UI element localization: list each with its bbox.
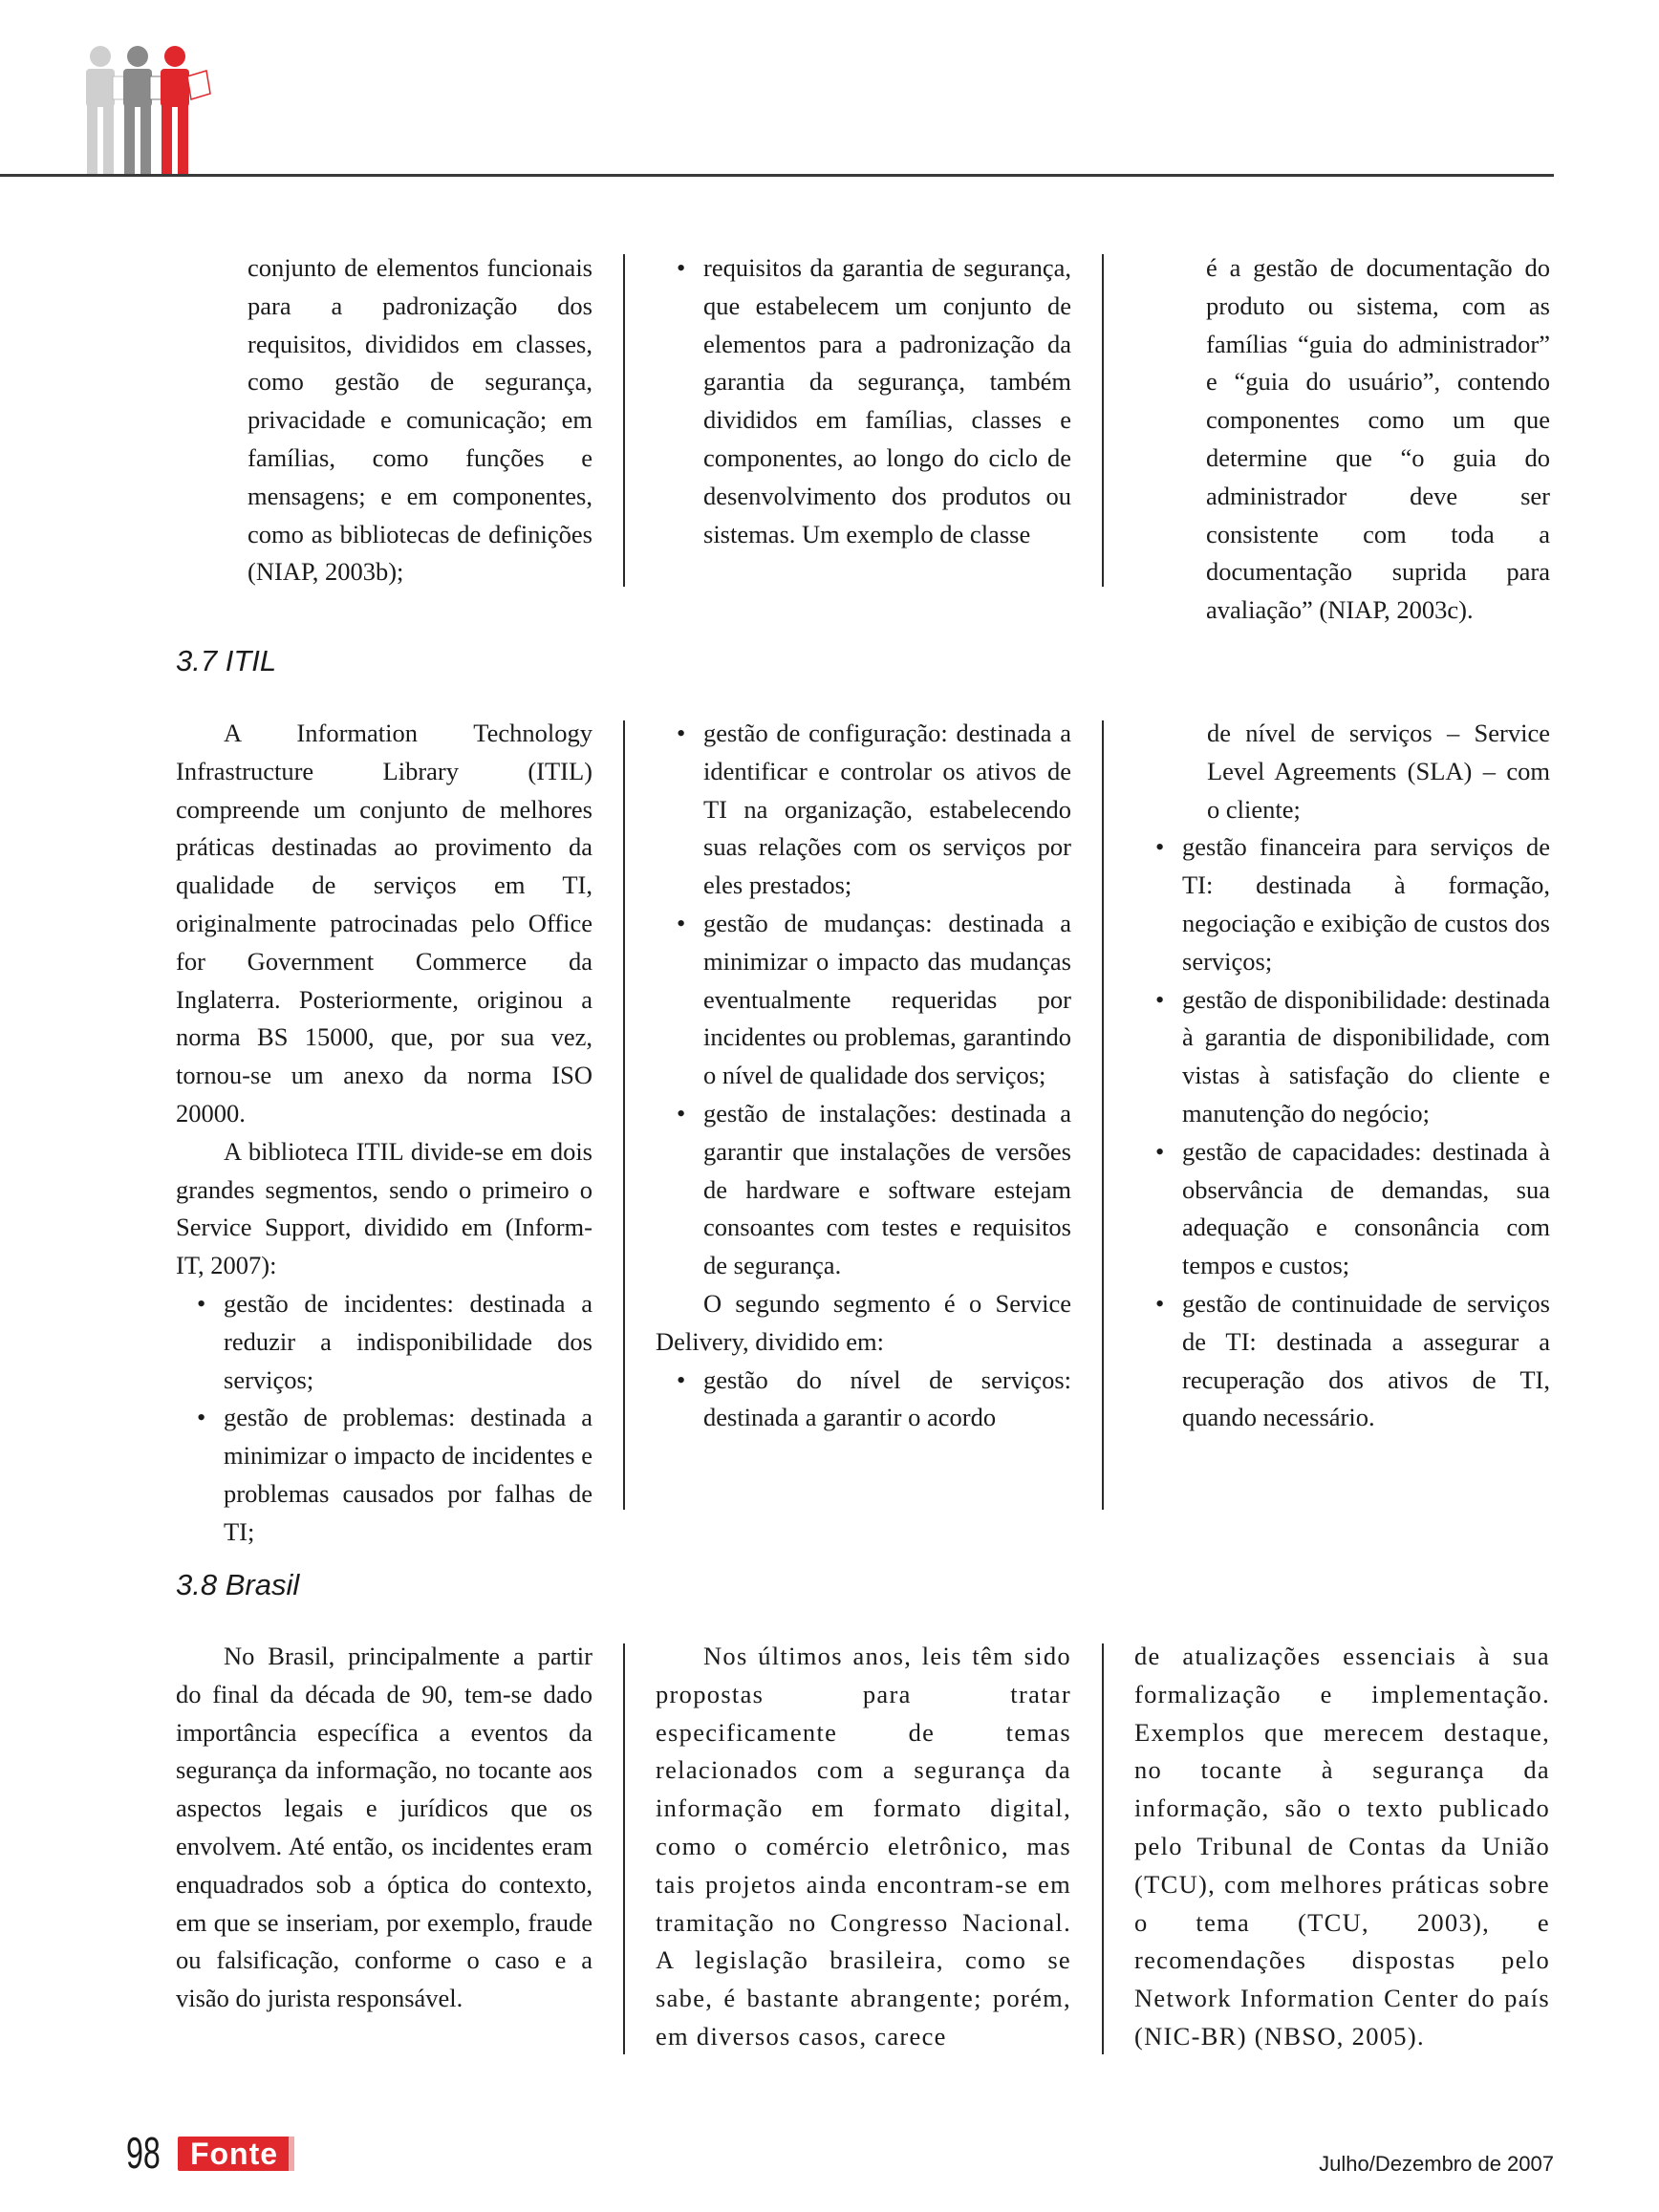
column-divider: [623, 1643, 625, 2054]
bullet-list: [656, 715, 1071, 1285]
list-item: • gestão de mudanças: destinada a minimizar o impacto das mudanças eventualmente requeridas por incidentes ou problemas, garantindo o nível de qualidade dos serviços;: [656, 905, 1071, 1095]
bullet-list: [176, 1285, 592, 1552]
section-heading-brasil: 3.8 Brasil: [176, 1568, 300, 1601]
top-column-1: [248, 249, 592, 591]
paragraph: Nos últimos anos, leis têm sido propostas para tratar especificamente de temas relacionados com a segurança da informação em formato digital, como o comércio eletrônico, mas tais projetos ainda encontram-se em tramitação no Congresso Nacional. A legislação brasileira, como se sabe, é bastante abrangente; porém, em diversos casos, carece: [656, 1642, 1071, 2051]
itil-column-3: [1134, 715, 1550, 1437]
column-divider: [1102, 254, 1104, 587]
itil-column-1: [176, 715, 592, 1552]
list-item: • gestão de configuração: destinada a identificar e controlar os ativos de TI na organização, estabelecendo suas relações com os serviços por eles prestados;: [656, 715, 1071, 905]
list-item: • gestão de incidentes: destinada a reduzir a indisponibilidade dos serviços;: [176, 1285, 592, 1399]
column-divider: [623, 254, 625, 587]
column-divider: [1102, 720, 1104, 1510]
list-item: • gestão de problemas: destinada a minimizar o impacto de incidentes e problemas causados por falhas de TI;: [176, 1399, 592, 1551]
list-item: • gestão de instalações: destinada a garantir que instalações de versões de hardware e software estejam consoantes com testes e requisitos de segurança.: [656, 1095, 1071, 1285]
list-item: • gestão do nível de serviços: destinada a garantir o acordo: [656, 1362, 1071, 1438]
brasil-column-1: [176, 1638, 592, 2018]
brand-logo-edge: [289, 2137, 294, 2171]
itil-column-2: [656, 715, 1071, 1437]
page-number: 98: [126, 2128, 161, 2178]
top-column-2: [656, 249, 1071, 553]
list-item: • gestão de disponibilidade: destinada à garantia de disponibilidade, com vistas à satisfação do cliente e manutenção do negócio;: [1134, 981, 1550, 1133]
top-column-3: [1206, 249, 1550, 630]
list-item: • gestão de continuidade de serviços de TI: destinada a assegurar a recuperação dos ativos de TI, quando necessário.: [1134, 1285, 1550, 1437]
people-figures-icon: [76, 42, 220, 181]
paragraph: é a gestão de documentação do produto ou sistema, com as famílias “guia do administrador” e “guia do usuário”, contendo componentes como um que determine que “o guia do administrador deve ser consistente com toda a documentação suprida para avaliação” (NIAP, 2003c).: [1206, 253, 1550, 625]
paragraph: A Information Technology Infrastructure Library (ITIL) compreende um conjunto de melhores práticas destinadas ao provimento da qualidade de serviços em TI, originalmente patrocinadas pelo Office for Government Commerce da Inglaterra. Posteriormente, originou a norma BS 15000, que, por sua vez, tornou-se um anexo da norma ISO 20000.: [176, 719, 592, 1127]
list-item: • gestão de capacidades: destinada à observância de demandas, sua adequação e consonância com tempos e custos;: [1134, 1133, 1550, 1285]
list-item: • gestão financeira para serviços de TI: destinada à formação, negociação e exibição de custos dos serviços;: [1134, 828, 1550, 980]
paragraph: de atualizações essenciais à sua formalização e implementação. Exemplos que merecem destaque, no tocante à segurança da informação, são o texto publicado pelo Tribunal de Contas da União (TCU), com melhores práticas sobre o tema (TCU, 2003), e recomendações dispostas pelo Network Information Center do país (NIC-BR) (NBSO, 2005).: [1134, 1642, 1550, 2051]
column-divider: [623, 720, 625, 1510]
brand-logo: Fonte: [178, 2137, 291, 2171]
column-divider: [1102, 1643, 1104, 2054]
brasil-column-2: [656, 1638, 1071, 2056]
bullet-list: [656, 1362, 1071, 1438]
paragraph: A biblioteca ITIL divide-se em dois grandes segmentos, sendo o primeiro o Service Support, dividido em (Inform-IT, 2007):: [176, 1136, 592, 1280]
bullet-list: [656, 249, 1071, 553]
paragraph: de nível de serviços – Service Level Agreements (SLA) – com o cliente;: [1207, 719, 1550, 824]
paragraph: conjunto de elementos funcionais para a padronização dos requisitos, divididos em classes, como gestão de segurança, privacidade e comunicação; em famílias, como funções e mensagens; e em componentes, como as bibliotecas de definições (NIAP, 2003b);: [248, 253, 592, 587]
header-rule: [0, 174, 1554, 177]
bullet-list: [1134, 828, 1550, 1437]
paragraph: O segundo segmento é o Service Delivery, dividido em:: [656, 1288, 1071, 1356]
section-heading-itil: 3.7 ITIL: [176, 644, 277, 677]
issue-date: Julho/Dezembro de 2007: [1319, 2152, 1554, 2176]
list-item: • requisitos da garantia de segurança, que estabelecem um conjunto de elementos para a padronização da garantia da segurança, também divididos em famílias, classes e componentes, ao longo do ciclo de desenvolvimento dos produtos ou sistemas. Um exemplo de classe: [656, 249, 1071, 553]
paragraph: No Brasil, principalmente a partir do final da década de 90, tem-se dado importância específica a eventos da segurança da informação, no tocante aos aspectos legais e jurídicos que os envolvem. Até então, os incidentes eram enquadrados sob a óptica do contexto, em que se inseriam, por exemplo, fraude ou falsificação, conforme o caso e a visão do jurista responsável.: [176, 1642, 592, 2013]
brasil-column-3: [1134, 1638, 1550, 2056]
